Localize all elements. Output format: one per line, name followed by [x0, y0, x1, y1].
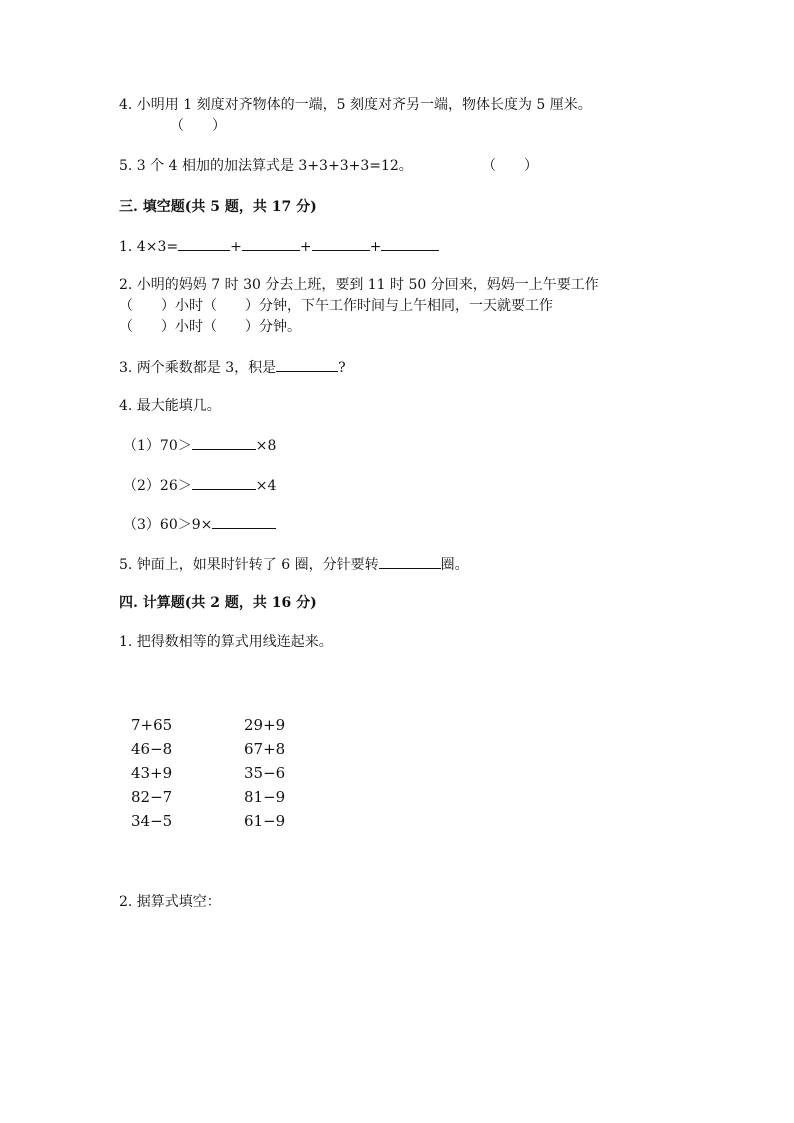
judge-question-4 — [119, 95, 592, 115]
plus-sign: + — [299, 239, 312, 255]
match-right-item[interactable]: 29+9 — [244, 716, 286, 734]
section-4-title: 四. 计算题(共 2 题，共 16 分) — [119, 595, 317, 611]
match-right-item[interactable]: 81−9 — [244, 788, 286, 806]
answer-blank[interactable] — [242, 236, 300, 251]
fill-question-4-c-prefix: （3）60＞9× — [123, 517, 213, 533]
judge-question-5-answer[interactable] — [482, 156, 538, 176]
fill-question-1-prefix: 1. 4×3= — [119, 239, 179, 255]
match-right-item[interactable]: 67+8 — [244, 740, 286, 758]
judge-question-5 — [119, 156, 413, 176]
section-3-title: 三. 填空题(共 5 题，共 17 分) — [119, 199, 317, 215]
match-left-item[interactable]: 34−5 — [131, 812, 173, 830]
fill-question-4-title: 4. 最大能填几。 — [119, 398, 221, 414]
match-right-item[interactable]: 35−6 — [244, 764, 286, 782]
match-left-item[interactable]: 7+65 — [131, 716, 173, 734]
answer-blank[interactable] — [276, 357, 338, 372]
fill-question-1 — [119, 236, 439, 257]
fill-question-4-b-suffix: ×4 — [255, 478, 277, 494]
fill-question-3-suffix: ? — [338, 360, 346, 376]
answer-paren: （ ） — [170, 118, 226, 134]
fill-question-5 — [119, 554, 469, 575]
answer-blank[interactable] — [381, 236, 439, 251]
fill-question-4-b — [123, 475, 276, 496]
answer-blank[interactable] — [379, 554, 441, 569]
fill-question-2-line-3: （ ）小时（ ）分钟。 — [119, 319, 301, 335]
match-right-item[interactable]: 61−9 — [244, 812, 286, 830]
plus-sign: + — [230, 239, 242, 255]
match-left-column — [131, 713, 172, 833]
judge-question-4-answer[interactable] — [170, 116, 226, 136]
judge-question-4-text: 4. 小明用 1 刻度对齐物体的一端，5 刻度对齐另一端，物体长度为 5 厘米。 — [119, 97, 592, 113]
answer-blank[interactable] — [192, 475, 256, 490]
answer-blank[interactable] — [178, 236, 230, 251]
match-right-column — [244, 713, 285, 833]
match-left-item[interactable]: 82−7 — [131, 788, 173, 806]
answer-blank[interactable] — [312, 236, 370, 251]
fill-question-4-a — [123, 435, 276, 456]
judge-question-5-text: 5. 3 个 4 相加的加法算式是 3+3+3+3=12。 — [119, 158, 413, 174]
match-left-item[interactable]: 43+9 — [131, 764, 173, 782]
fill-question-2-line-2: （ ）小时（ ）分钟，下午工作时间与上午相同，一天就要工作 — [119, 298, 553, 314]
fill-question-4-b-prefix: （2）26＞ — [123, 478, 192, 494]
plus-sign: + — [369, 239, 382, 255]
fill-question-4-a-suffix: ×8 — [255, 438, 277, 454]
fill-question-3 — [119, 357, 346, 378]
fill-question-4-c — [123, 514, 276, 535]
fill-question-5-suffix: 圈。 — [440, 557, 469, 573]
answer-blank[interactable] — [212, 514, 276, 529]
calc-question-2: 2. 据算式填空： — [119, 894, 221, 910]
fill-question-5-prefix: 5. 钟面上，如果时针转了 6 圈，分针要转 — [119, 557, 379, 573]
calc-question-1: 1. 把得数相等的算式用线连起来。 — [119, 634, 333, 650]
fill-question-2-line-1: 2. 小明的妈妈 7 时 30 分去上班，要到 11 时 50 分回来，妈妈一上午要工作 — [119, 277, 599, 293]
fill-question-3-prefix: 3. 两个乘数都是 3，积是 — [119, 360, 277, 376]
answer-paren: （ ） — [482, 158, 538, 174]
fill-question-4-a-prefix: （1）70＞ — [123, 438, 192, 454]
match-left-item[interactable]: 46−8 — [131, 740, 173, 758]
answer-blank[interactable] — [192, 435, 256, 450]
